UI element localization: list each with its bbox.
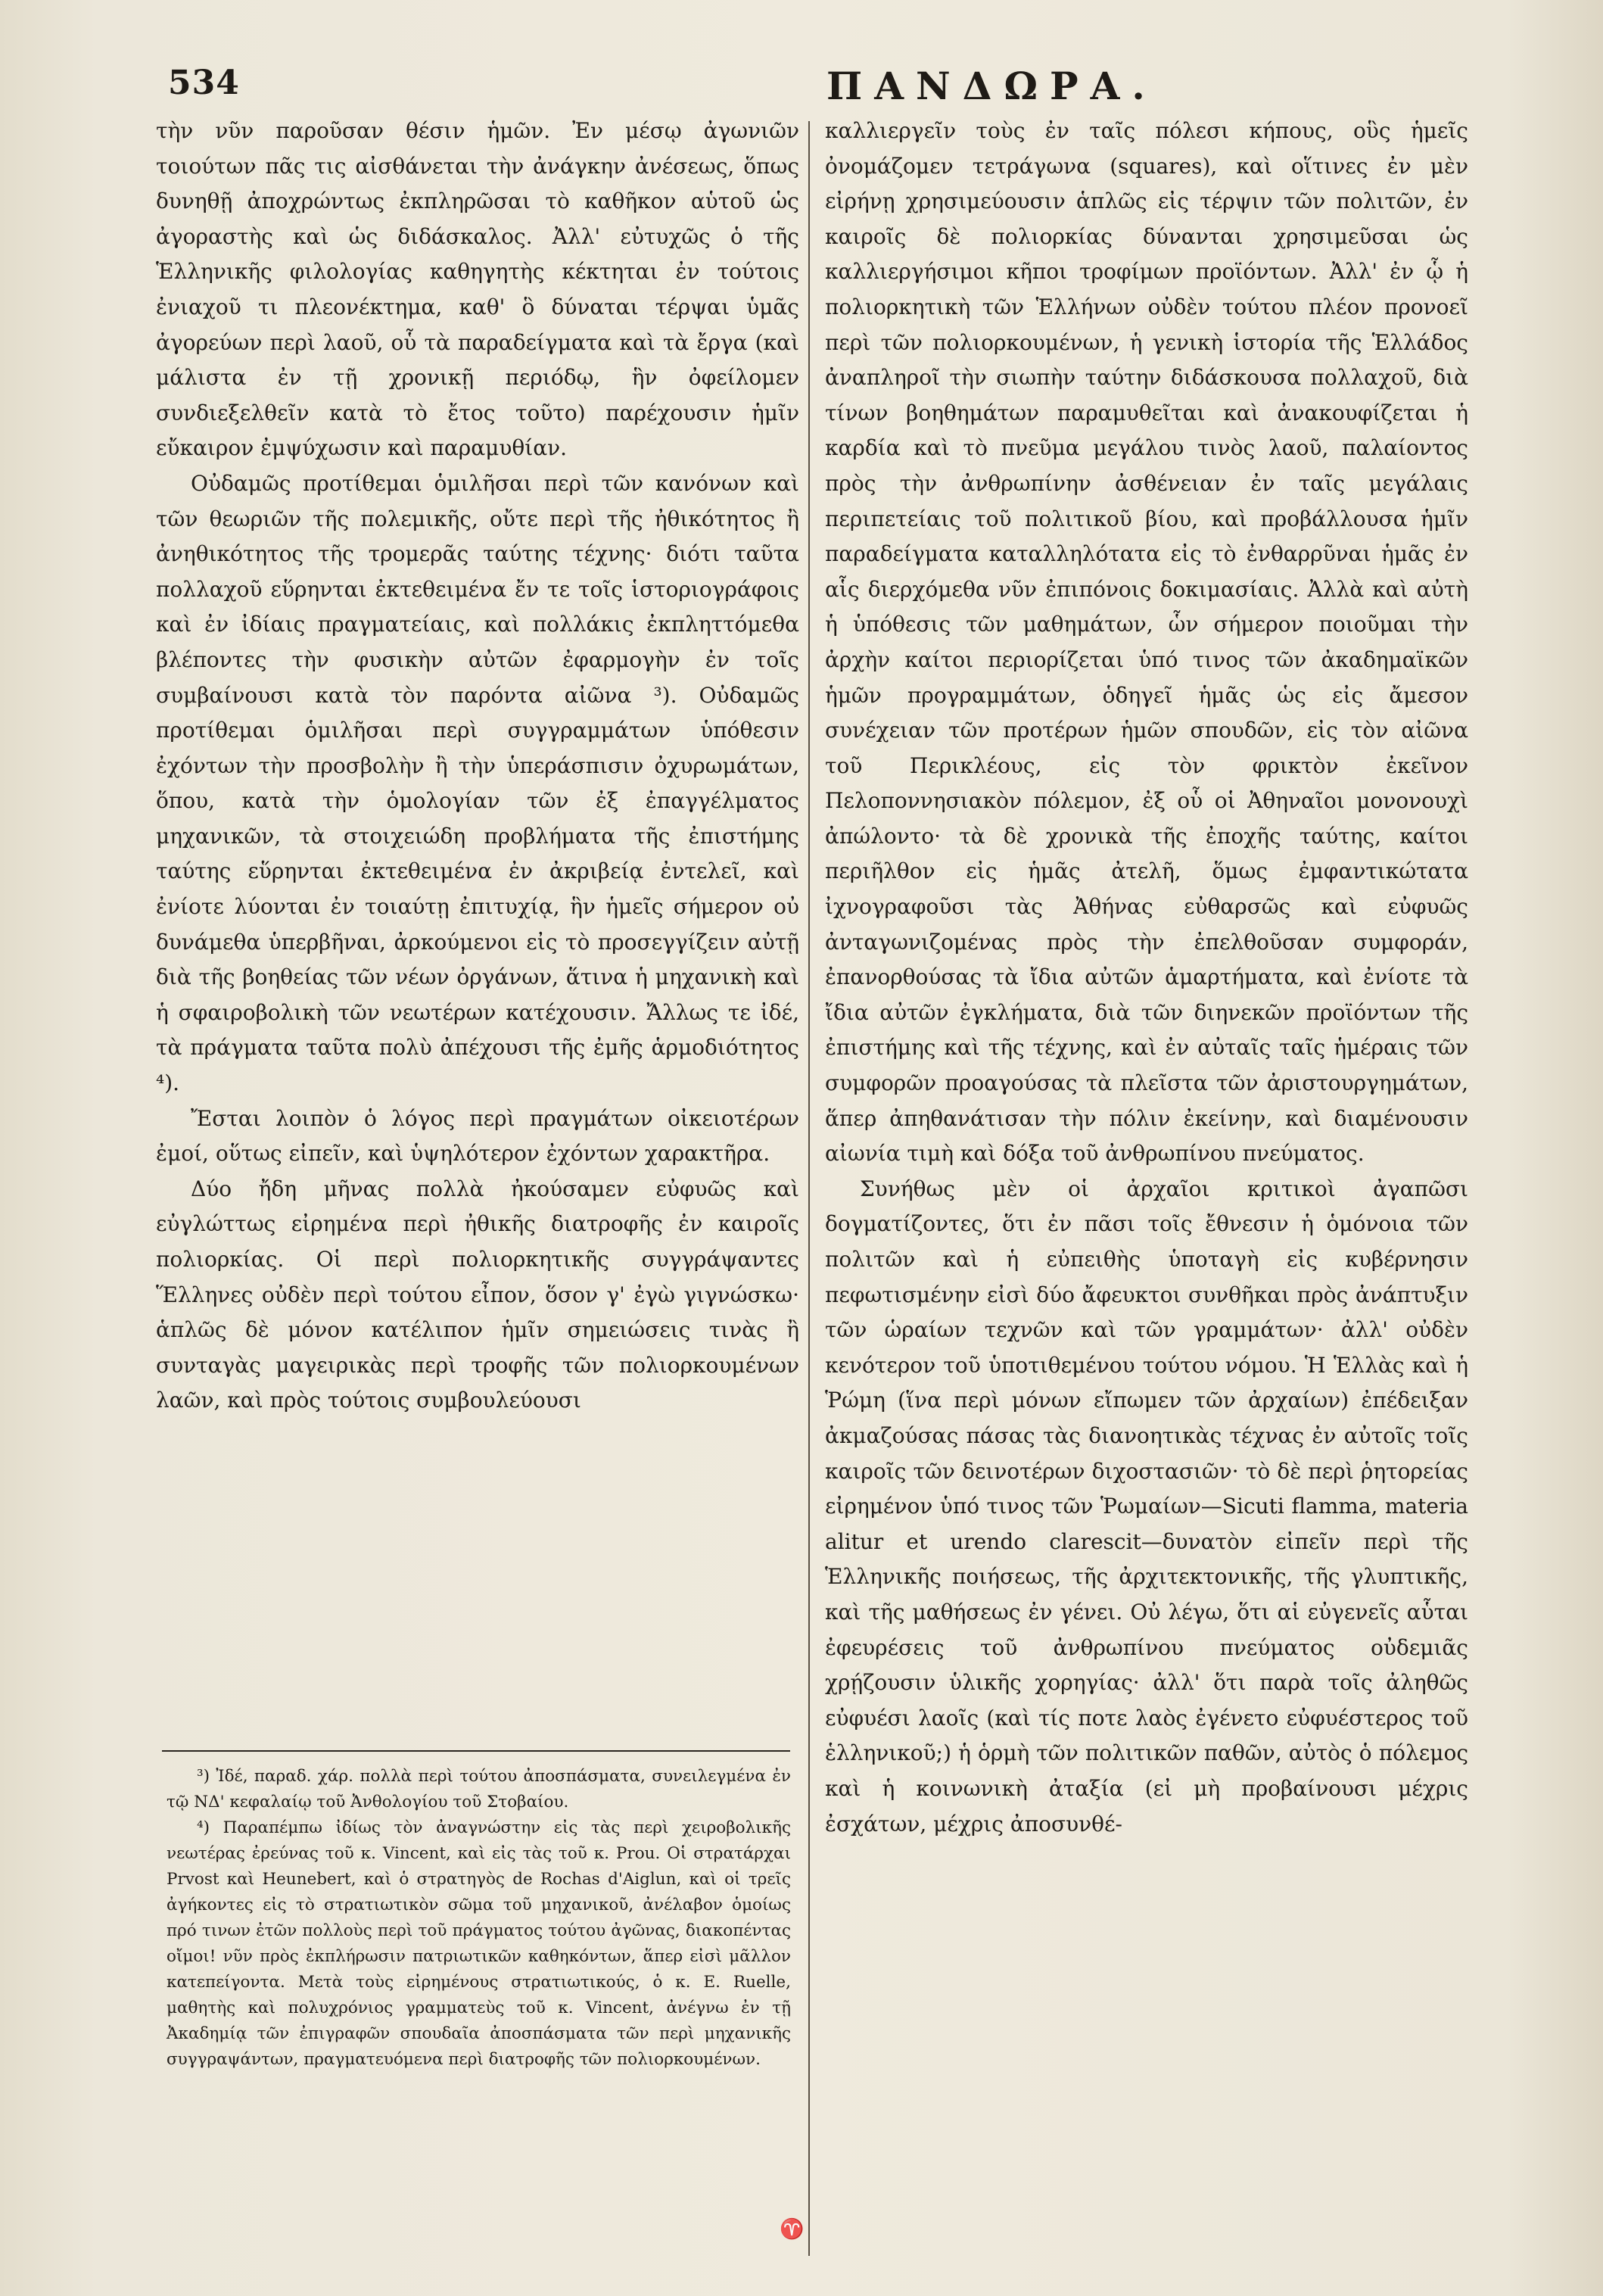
paragraph: Συνήθως μὲν οἱ ἀρχαῖοι κριτικοὶ ἀγαπῶσι δογματίζοντες, ὅτι ἐν πᾶσι τοῖς ἔθνεσιν ἡ ὁμόνοια τῶν πολιτῶν καὶ ἡ εὐπειθὴς ὑποταγὴ εἰς κυβέρνησιν πεφωτισμένην εἰσὶ δύο ἄφευκτοι συνθῆκαι πρὸς ἀνάπτυξιν τῶν ὡραίων τεχνῶν καὶ τῶν γραμμάτων· ἀλλ' οὐδὲν κενότερον τοῦ ὑποτιθεμένου τούτου νόμου. Ἡ Ἑλλὰς καὶ ἡ Ῥώμη (ἵνα περὶ μόνων εἴπωμεν τῶν ἀρχαίων) ἐπέδειξαν ἀκμαζούσας πάσας τὰς διανοητικὰς τέχνας ἐν αὐτοῖς τοῖς καιροῖς τῶν δεινοτέρων διχοστασιῶν· τὸ δὲ περὶ ῥητορείας εἰρημένον ὑπό τινος τῶν Ῥωμαίων—Sicuti flamma, materia alitur et urendo clarescit—δυνατὸν εἰπεῖν περὶ τῆς Ἑλληνικῆς ποιήσεως, τῆς ἀρχιτεκτονικῆς, τῆς γλυπτικῆς, καὶ τῆς μαθήσεως ἐν γένει. Οὐ λέγω, ὅτι αἱ εὐγενεῖς αὗται ἐφευρέσεις τοῦ ἀνθρωπίνου πνεύματος οὐδεμιᾶς χρῄζουσιν ὑλικῆς χορηγίας· ἀλλ' ὅτι παρὰ τοῖς ἀληθῶς εὐφυέσι λαοῖς (καὶ τίς ποτε λαὸς ἐγένετο εὐφυέστερος τοῦ ἑλληνικοῦ;) ἡ ὁρμὴ τῶν πολιτικῶν παθῶν, αὐτὸς ὁ πόλεμος καὶ ἡ κοινωνικὴ ἀταξία (εἰ μὴ προβαίνουσι μέχρις ἐσχάτων, μέχρις ἀποσυνθέ- [825, 1176, 1468, 1836]
paragraph: τὴν νῦν παροῦσαν θέσιν ἡμῶν. Ἐν μέσῳ ἀγωνιῶν τοιούτων πᾶς τις αἰσθάνεται τὴν ἀνάγκην ἀνέσεως, ὅπως δυνηθῇ ἀποχρώντως ἐκπληρῶσαι τὸ καθῆκον αὑτοῦ ὡς ἀγοραστὴς καὶ ὡς διδάσκαλος. Ἀλλ' εὐτυχῶς ὁ τῆς Ἑλληνικῆς φιλολογίας καθηγητὴς κέκτηται ἐν τούτοις ἐνιαχοῦ τι πλεονέκτημα, καθ' ὃ δύναται τέρψαι ὑμᾶς ἀγορεύων περὶ λαοῦ, οὗ τὰ παραδείγματα καὶ τὰ ἔργα (καὶ μάλιστα ἐν τῇ χρονικῇ περιόδῳ, ἣν ὀφείλομεν συνδιεξελθεῖν κατὰ τὸ ἔτος τοῦτο) παρέχουσιν ἡμῖν εὔκαιρον ἐμψύχωσιν καὶ παραμυθίαν. [156, 118, 799, 461]
running-head [168, 64, 1568, 109]
paragraph: Δύο ἤδη μῆνας πολλὰ ἠκούσαμεν εὐφυῶς καὶ εὐγλώττως εἰρημένα περὶ ἠθικῆς διατροφῆς ἐν καιροῖς πολιορκίας. Οἱ περὶ πολιορκητικῆς συγγράψαντες Ἕλληνες οὐδὲν περὶ τούτου εἶπον, ὅσον γ' ἐγὼ γιγνώσκω· ἁπλῶς δὲ μόνον κατέλιπον ἡμῖν σημειώσεις τινὰς ἢ συνταγὰς μαγειρικὰς περὶ τροφῆς τῶν πολιορκουμένων λαῶν, καὶ πρὸς τούτοις συμβουλεύουσι [156, 1176, 799, 1413]
footnote: ⁴) Παραπέμπω ἰδίως τὸν ἀναγνώστην εἰς τὰς περὶ χειροβολικῆς νεωτέρας ἐρεύνας τοῦ κ. Vincent, καὶ εἰς τὰς τοῦ κ. Prou. Οἱ στρατάρχαι Prvost καὶ Heunebert, καὶ ὁ στρατηγὸς de Rochas d'Aiglun, καὶ οἱ τρεῖς ἀγήκοντες εἰς τὸ στρατιωτικὸν σῶμα τοῦ μηχανικοῦ, ἀνέλαβον ὁμοίως πρό τινων ἐτῶν πολλοὺς περὶ τοῦ πράγματος τούτου ἀγῶνας, διακοπέντας οἴμοι! νῦν πρὸς ἐκπλήρωσιν πατριωτικῶν καθηκόντων, ἅπερ εἰσὶ μᾶλλον κατεπείγοντα. Μετὰ τοὺς εἰρημένους στρατιωτικούς, ὁ κ. E. Ruelle, μαθητὴς καὶ πολυχρόνιος γραμματεὺς τοῦ κ. Vincent, ἀνέγνω ἐν τῇ Ἀκαδημίᾳ τῶν ἐπιγραφῶν σπουδαῖα ἀποσπάσματα τῶν περὶ μηχανικῆς συγγραψάντων, πραγματευόμενα περὶ διατροφῆς τῶν πολιορκουμένων. [167, 1818, 791, 2069]
paragraph: καλλιεργεῖν τοὺς ἐν ταῖς πόλεσι κήπους, οὓς ἡμεῖς ὀνομάζομεν τετράγωνα (squares), καὶ οἵτινες ἐν μὲν εἰρήνῃ χρησιμεύουσιν ἁπλῶς εἰς τέρψιν τῶν πολιτῶν, ἐν καιροῖς δὲ πολιορκίας δύνανται χρησιμεῦσαι ὡς καλλιεργήσιμοι κῆποι τροφίμων προϊόντων. Ἀλλ' ἐν ᾧ ἡ πολιορκητικὴ τῶν Ἑλλήνων οὐδὲν τούτου πλέον προνοεῖ περὶ τῶν πολιορκουμένων, ἡ γενικὴ ἱστορία τῆς Ἑλλάδος ἀναπληροῖ τὴν σιωπὴν ταύτην διδάσκουσα πολλαχοῦ, διὰ τίνων βοηθημάτων παραμυθεῖται καὶ ἀνακουφίζεται ἡ καρδία καὶ τὸ πνεῦμα μεγάλου τινὸς λαοῦ, παλαίοντος πρὸς τὴν ἀνθρωπίνην ἀσθένειαν ἐν ταῖς μεγάλαις περιπετείαις τοῦ πολιτικοῦ βίου, καὶ προβάλλουσα ἡμῖν παραδείγματα καταλληλότατα εἰς τὸ ἐνθαρρῦναι ἡμᾶς ἐν αἷς διερχόμεθα νῦν ἐπιπόνοις δοκιμασίαις. Ἀλλὰ καὶ αὐτὴ ἡ ὑπόθεσις τῶν μαθημάτων, ὧν σήμερον ποιοῦμαι τὴν ἀρχὴν καίτοι περιορίζεται ὑπό τινος τῶν ἀκαδημαϊκῶν ἡμῶν προγραμμάτων, ὁδηγεῖ ἡμᾶς ὡς εἰς ἄμεσον συνέχειαν τῶν προτέρων ἡμῶν σπουδῶν, εἰς τὸν αἰῶνα τοῦ Περικλέους, εἰς τὸν φρικτὸν ἐκεῖνον Πελοποννησιακὸν πόλεμον, ἐξ οὗ οἱ Ἀθηναῖοι μονονουχὶ ἀπώλοντο· τὰ δὲ χρονικὰ τῆς ἐποχῆς ταύτης, καίτοι περιῆλθον εἰς ἡμᾶς ἀτελῆ, ὅμως ἐμφαντικώτατα ἰχνογραφοῦσι τὰς Ἀθήνας εὐθαρσῶς καὶ εὐφυῶς ἀνταγωνιζομένας πρὸς τὴν ἐπελθοῦσαν συμφοράν, ἐπανορθούσας τὰ ἴδια αὐτῶν ἁμαρτήματα, καὶ ἐνίοτε τὰ ἴδια αὐτῶν ἐγκλήματα, διὰ τῶν διηνεκῶν προϊόντων τῆς ἐπιστήμης καὶ τῆς τέχνης, καὶ ἐν αὐταῖς ταῖς ἡμέραις τῶν συμφορῶν προαγούσας τὰ πλεῖστα τῶν ἀριστουργημάτων, ἅπερ ἀπηθανάτισαν τὴν πόλιν ἐκείνην, καὶ διαμένουσιν αἰωνία τιμὴ καὶ δόξα τοῦ ἀνθρωπίνου πνεύματος. [825, 118, 1468, 1167]
footnote: ³) Ἰδέ, παραδ. χάρ. πολλὰ περὶ τούτου ἀποσπάσματα, συνειλεγμένα ἐν τῷ ΝΔ' κεφαλαίῳ τοῦ Ἀνθολογίου τοῦ Στοβαίου. [167, 1767, 791, 1812]
right-column [825, 114, 1468, 1842]
page-number: 534 [168, 64, 240, 102]
footnote-rule [162, 1750, 790, 1752]
end-mark: ♈ [780, 2218, 805, 2241]
journal-title: ΠΑΝΔΩΡΑ. [826, 64, 1157, 108]
paragraph: Ἔσται λοιπὸν ὁ λόγος περὶ πραγμάτων οἰκειοτέρων ἐμοί, οὕτως εἰπεῖν, καὶ ὑψηλότερον ἐχόντων χαρακτῆρα. [156, 1105, 799, 1167]
footnotes [167, 1764, 791, 2073]
column-divider [808, 121, 810, 2256]
paragraph: Οὐδαμῶς προτίθεμαι ὁμιλῆσαι περὶ τῶν κανόνων καὶ τῶν θεωριῶν τῆς πολεμικῆς, οὔτε περὶ τῆς ἠθικότητος ἢ ἀνηθικότητος τῆς τρομερᾶς ταύτης τέχνης· διότι ταῦτα πολλαχοῦ εὕρηνται ἐκτεθειμένα ἔν τε τοῖς ἱστοριογράφοις καὶ ἐν ἰδίαις πραγματείαις, καὶ πολλάκις ἐκπληττόμεθα βλέποντες τὴν φυσικὴν αὐτῶν ἐφαρμογὴν ἐν τοῖς συμβαίνουσι κατὰ τὸν παρόντα αἰῶνα ³). Οὐδαμῶς προτίθεμαι ὁμιλῆσαι περὶ συγγραμμάτων ὑπόθεσιν ἐχόντων τὴν προσβολὴν ἢ τὴν ὑπεράσπισιν ὀχυρωμάτων, ὅπου, κατὰ τὴν ὁμολογίαν τῶν ἐξ ἐπαγγέλματος μηχανικῶν, τὰ στοιχειώδη προβλήματα τῆς ἐπιστήμης ταύτης εὕρηνται ἐκτεθειμένα ἐν ἀκριβείᾳ ἐντελεῖ, καὶ ἐνίοτε λύονται ἐν τοιαύτῃ ἐπιτυχίᾳ, ἣν ἡμεῖς σήμερον οὐ δυνάμεθα ὑπερβῆναι, ἀρκούμενοι εἰς τὸ προσεγγίζειν αὐτῇ διὰ τῆς βοηθείας τῶν νέων ὀργάνων, ἅτινα ἡ μηχανικὴ καὶ ἡ σφαιροβολικὴ τῶν νεωτέρων κατέχουσιν. Ἄλλως τε ἰδέ, τὰ πράγματα ταῦτα πολὺ ἀπέχουσι τῆς ἐμῆς ἁρμοδιότητος ⁴). [156, 470, 799, 1096]
left-column [156, 114, 799, 1419]
